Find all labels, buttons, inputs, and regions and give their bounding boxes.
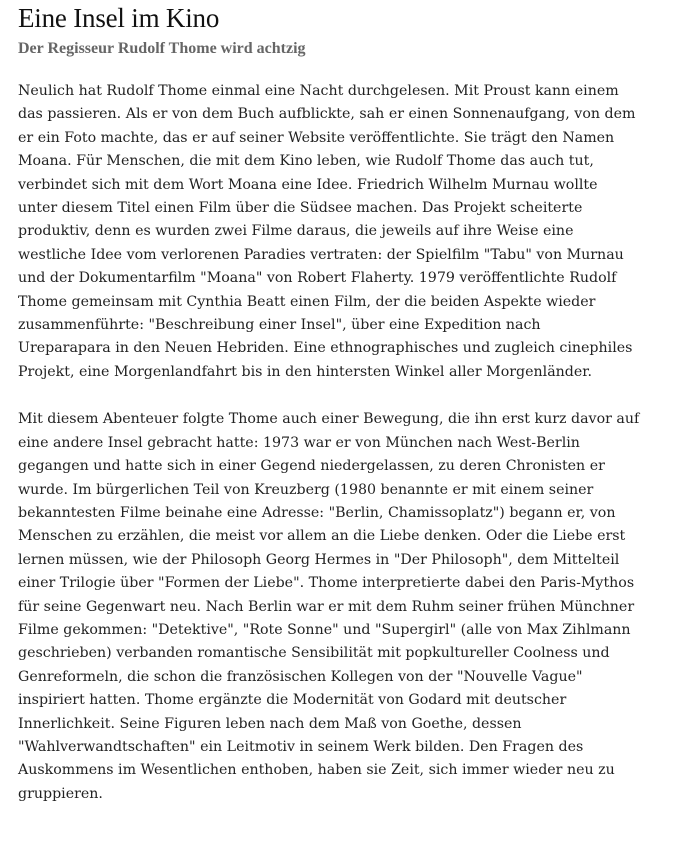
paragraph-line: verbindet sich mit dem Wort Moana eine Idee. Friedrich Wilhelm Murnau wollte xyxy=(18,176,598,193)
paragraph-line: zusammenführte: "Beschreibung einer Insel", über eine Expedition nach xyxy=(18,317,541,334)
paragraph-line: westliche Idee vom verlorenen Paradies vertraten: der Spielfilm "Tabu" von Murnau xyxy=(18,246,624,263)
paragraph-line: Auskommens im Wesentlichen enthoben, haben sie Zeit, sich immer wieder neu zu xyxy=(18,762,615,779)
paragraph-line: "Wahlverwandtschaften" ein Leitmotiv in seinem Werk bilden. Den Fragen des xyxy=(18,738,584,755)
article-body xyxy=(18,80,668,806)
paragraph-line: wurde. Im bürgerlichen Teil von Kreuzberg (1980 benannte er mit einem seiner xyxy=(18,481,594,498)
paragraph-line: geschrieben) verbanden romantische Sensibilität mit popkultureller Coolness und xyxy=(18,645,610,662)
paragraph-line: lernen müssen, wie der Philosoph Georg Hermes in "Der Philosoph", dem Mittelteil xyxy=(18,551,620,568)
paragraph-line: gruppieren. xyxy=(18,785,103,802)
article-subtitle: Der Regisseur Rudolf Thome wird achtzig xyxy=(18,40,306,57)
article-paragraph xyxy=(18,80,668,384)
paragraph-line: Innerlichkeit. Seine Figuren leben nach dem Maß von Goethe, dessen xyxy=(18,715,522,732)
paragraph-line: inspiriert hatten. Thome ergänzte die Modernität von Godard mit deutscher xyxy=(18,692,567,709)
paragraph-line: Thome gemeinsam mit Cynthia Beatt einen Film, der die beiden Aspekte wieder xyxy=(18,293,596,310)
paragraph-line: Moana. Für Menschen, die mit dem Kino leben, wie Rudolf Thome das auch tut, xyxy=(18,153,594,170)
paragraph-line: das passieren. Als er von dem Buch aufblickte, sah er einen Sonnenaufgang, von dem xyxy=(18,106,636,123)
paragraph-line: eine andere Insel gebracht hatte: 1973 war er von München nach West-Berlin xyxy=(18,434,580,451)
paragraph-line: Ureparapara in den Neuen Hebriden. Eine ethnographisches und zugleich cinephiles xyxy=(18,340,633,357)
paragraph-line: produktiv, denn es wurden zwei Filme daraus, die jeweils auf ihre Weise eine xyxy=(18,223,574,240)
paragraph-line: bekanntesten Filme beinahe eine Adresse: "Berlin, Chamissoplatz") begann er, von xyxy=(18,504,616,521)
paragraph-line: Menschen zu erzählen, die meist vor allem an die Liebe denken. Oder die Liebe erst xyxy=(18,528,626,545)
paragraph-line: Mit diesem Abenteuer folgte Thome auch einer Bewegung, die ihn erst kurz davor auf xyxy=(18,411,640,428)
paragraph-line: Filme gekommen: "Detektive", "Rote Sonne" und "Supergirl" (alle von Max Zihlmann xyxy=(18,621,631,638)
paragraph-line: für seine Gegenwart neu. Nach Berlin war er mit dem Ruhm seiner frühen Münchner xyxy=(18,598,635,615)
article xyxy=(18,0,668,830)
article-title: Eine Insel im Kino xyxy=(18,3,220,33)
paragraph-line: Projekt, eine Morgenlandfahrt bis in den hintersten Winkel aller Morgenländer. xyxy=(18,363,592,380)
paragraph-line: unter diesem Titel einen Film über die Südsee machen. Das Projekt scheiterte xyxy=(18,200,583,217)
paragraph-line: Neulich hat Rudolf Thome einmal eine Nacht durchgelesen. Mit Proust kann einem xyxy=(18,83,619,99)
paragraph-line: einer Trilogie über "Formen der Liebe". Thome interpretierte dabei den Paris-Mythos xyxy=(18,575,635,592)
paragraph-line: er ein Foto machte, das er auf seiner Website veröffentlichte. Sie trägt den Namen xyxy=(18,129,615,146)
paragraph-line: gegangen und hatte sich in einer Gegend niedergelassen, zu deren Chronisten er xyxy=(18,458,605,475)
paragraph-line: Genreformeln, die schon die französischen Kollegen von der "Nouvelle Vague" xyxy=(18,668,583,685)
article-paragraph xyxy=(18,408,668,806)
paragraph-line: und der Dokumentarfilm "Moana" von Robert Flaherty. 1979 veröffentlichte Rudolf xyxy=(18,270,617,287)
